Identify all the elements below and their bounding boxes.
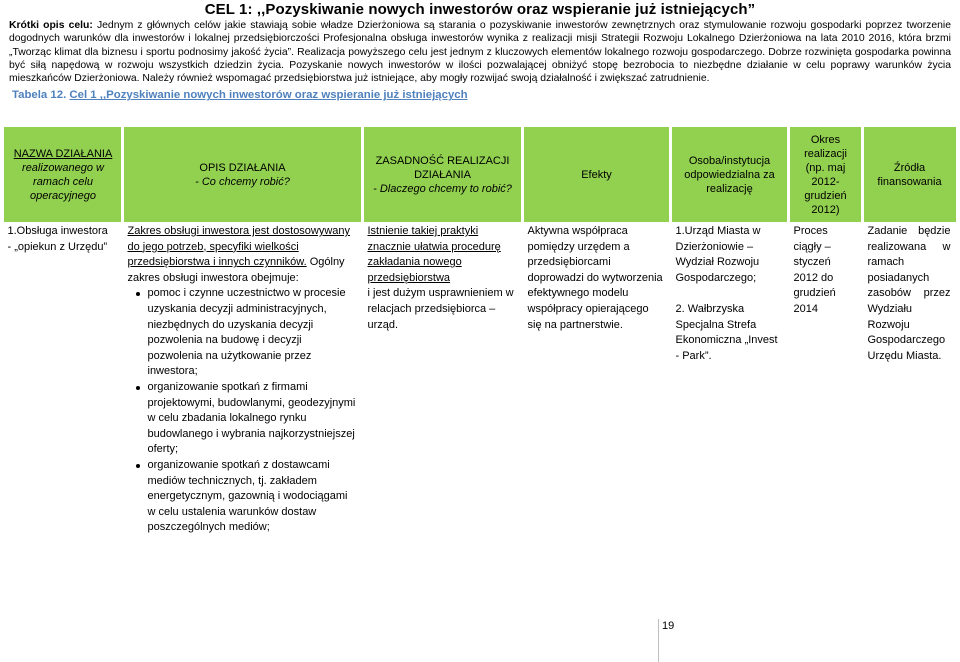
table-caption-title: Cel 1 ,,Pozyskiwanie nowych inwestorów oraz wspieranie już istniejących <box>69 89 468 102</box>
responsible-2: 2. Wałbrzyska Specjalna Strefa Ekonomiczna „Invest - Park”. <box>675 302 778 362</box>
table-caption <box>12 88 948 102</box>
cell-funding: Zadanie będzie realizowana w ramach posiadanych zasobów przez Wydziału Rozwoju Gospodarczego Urzędu Miasta. <box>867 225 951 362</box>
header-action-desc <box>123 128 363 222</box>
actions-table <box>4 127 956 538</box>
goal-description-text: Jednym z głównych celów jakie stawiają sobie władze Dzierżoniowa są starania o pozyskiwanie inwestorów zewnętrznych oraz stymulowanie rozwoju gospodarki poprzez tworzenie dogodnych warunków dla inwestorów i lokalnej przedsiębiorczości Profesjonalna obsługa inwestorów wynika z realizacji misji Strategii Rozwoju Lokalnego Dzierżoniowa na lata 2010 2016, która brzmi „Tworząc klimat dla biznesu i sportu podnosimy jakość życia”. Realizacja powyższego celu jest jednym z kluczowych elementów lokalnego rozwoju gospodarczego. Dobrze rozwinięta gospodarka powinna być siłą napędową w rozwoju wszystkich dziedzin życia. Pozyskanie nowych inwestorów w ilości pozwalającej obniżyć stopę bezrobocia to niezbędne działanie w celu poprawy warunków życia mieszkańców Dzierżoniowa. Należy również wspomagać przedsiębiorstwa już istniejące, aby mogły rozwijać swoją działalność i zwiększać zatrudnienie. <box>9 20 952 85</box>
table-row <box>5 222 956 538</box>
header-justification-sub: - Dlaczego chcemy to robić? <box>373 182 512 195</box>
page-title: CEL 1: ,,Pozyskiwanie nowych inwestorów oraz wspieranie już istniejących” <box>204 1 756 18</box>
desc-rest: Ogólny zakres obsługi inwestora obejmuje: <box>127 256 345 284</box>
header-action-name <box>5 128 123 222</box>
responsible-1: 1.Urząd Miasta w Dzierżoniowie – Wydział Rozwoju Gospodarczego; <box>675 225 761 284</box>
cell-period: Proces ciągły – styczeń 2012 do grudzień 2014 <box>793 225 836 315</box>
cell-responsible <box>671 222 789 538</box>
cell-justification <box>363 222 523 538</box>
desc-underlined: Zakres obsługi inwestora jest dostosowywany do jego potrzeb, specyfiki wielkości przedsiębiorstwa i innych czynników. <box>127 225 351 269</box>
list-item: organizowanie spotkań z firmami projektowymi, budowlanymi, geodezyjnymi w celu zbadania lokalnego rynku budowlanego i wybrania najkorzystniejszej oferty; <box>140 380 358 458</box>
header-action-name-title: NAZWA DZIAŁANIA <box>13 147 113 160</box>
table-header-row <box>5 128 956 222</box>
header-justification-title: ZASADNOŚĆ REALIZACJI DZIAŁANIA <box>375 154 510 181</box>
goal-description-label: Krótki opis celu: <box>9 20 93 31</box>
cell-action-desc <box>123 222 363 538</box>
header-funding: Źródła finansowania <box>863 128 956 222</box>
desc-bullet-list <box>128 286 358 536</box>
page-number: 19 <box>658 619 674 662</box>
cell-effects: Aktywna współpraca pomiędzy urzędem a przedsiębiorcami doprowadzi do wytworzenia efektywnego modelu współpracy opierającego się na partnerstwie. <box>527 225 663 331</box>
header-justification <box>363 128 523 222</box>
header-action-desc-title: OPIS DZIAŁANIA <box>199 161 286 174</box>
header-effects: Efekty <box>523 128 671 222</box>
table-caption-number: Tabela 12. <box>12 89 67 102</box>
list-item: organizowanie spotkań z dostawcami mediów technicznych, tj. zakładem energetycznym, gazownią i wodociągami w celu ustalenia warunków dostaw poszczególnych mediów; <box>140 458 358 536</box>
action-name-line2: - „opiekun z Urzędu” <box>7 240 108 253</box>
goal-description <box>9 19 951 85</box>
cell-action-name <box>5 222 123 538</box>
header-action-desc-sub: - Co chcemy robić? <box>195 175 290 188</box>
header-responsible: Osoba/instytucja odpowiedzialna za realizację <box>671 128 789 222</box>
list-item: pomoc i czynne uczestnictwo w procesie uzyskania decyzji administracyjnych, niezbędnych do uzyskania decyzji pozwolenia na budowę i decyzji pozwolenia na użytkowanie przez inwestora; <box>140 286 358 380</box>
action-name-line1: 1.Obsługa inwestora <box>7 225 108 237</box>
header-period: Okres realizacji (np. maj 2012-grudzień 2012) <box>789 128 863 222</box>
reason-underlined: Istnienie takiej praktyki znacznie ułatwia procedurę zakładania nowego przedsiębiorstwa <box>367 225 501 284</box>
reason-rest: i jest dużym usprawnieniem w relacjach przedsiębiorca – urząd. <box>367 287 514 331</box>
header-action-name-sub: realizowanego w ramach celu operacyjnego <box>22 161 104 202</box>
